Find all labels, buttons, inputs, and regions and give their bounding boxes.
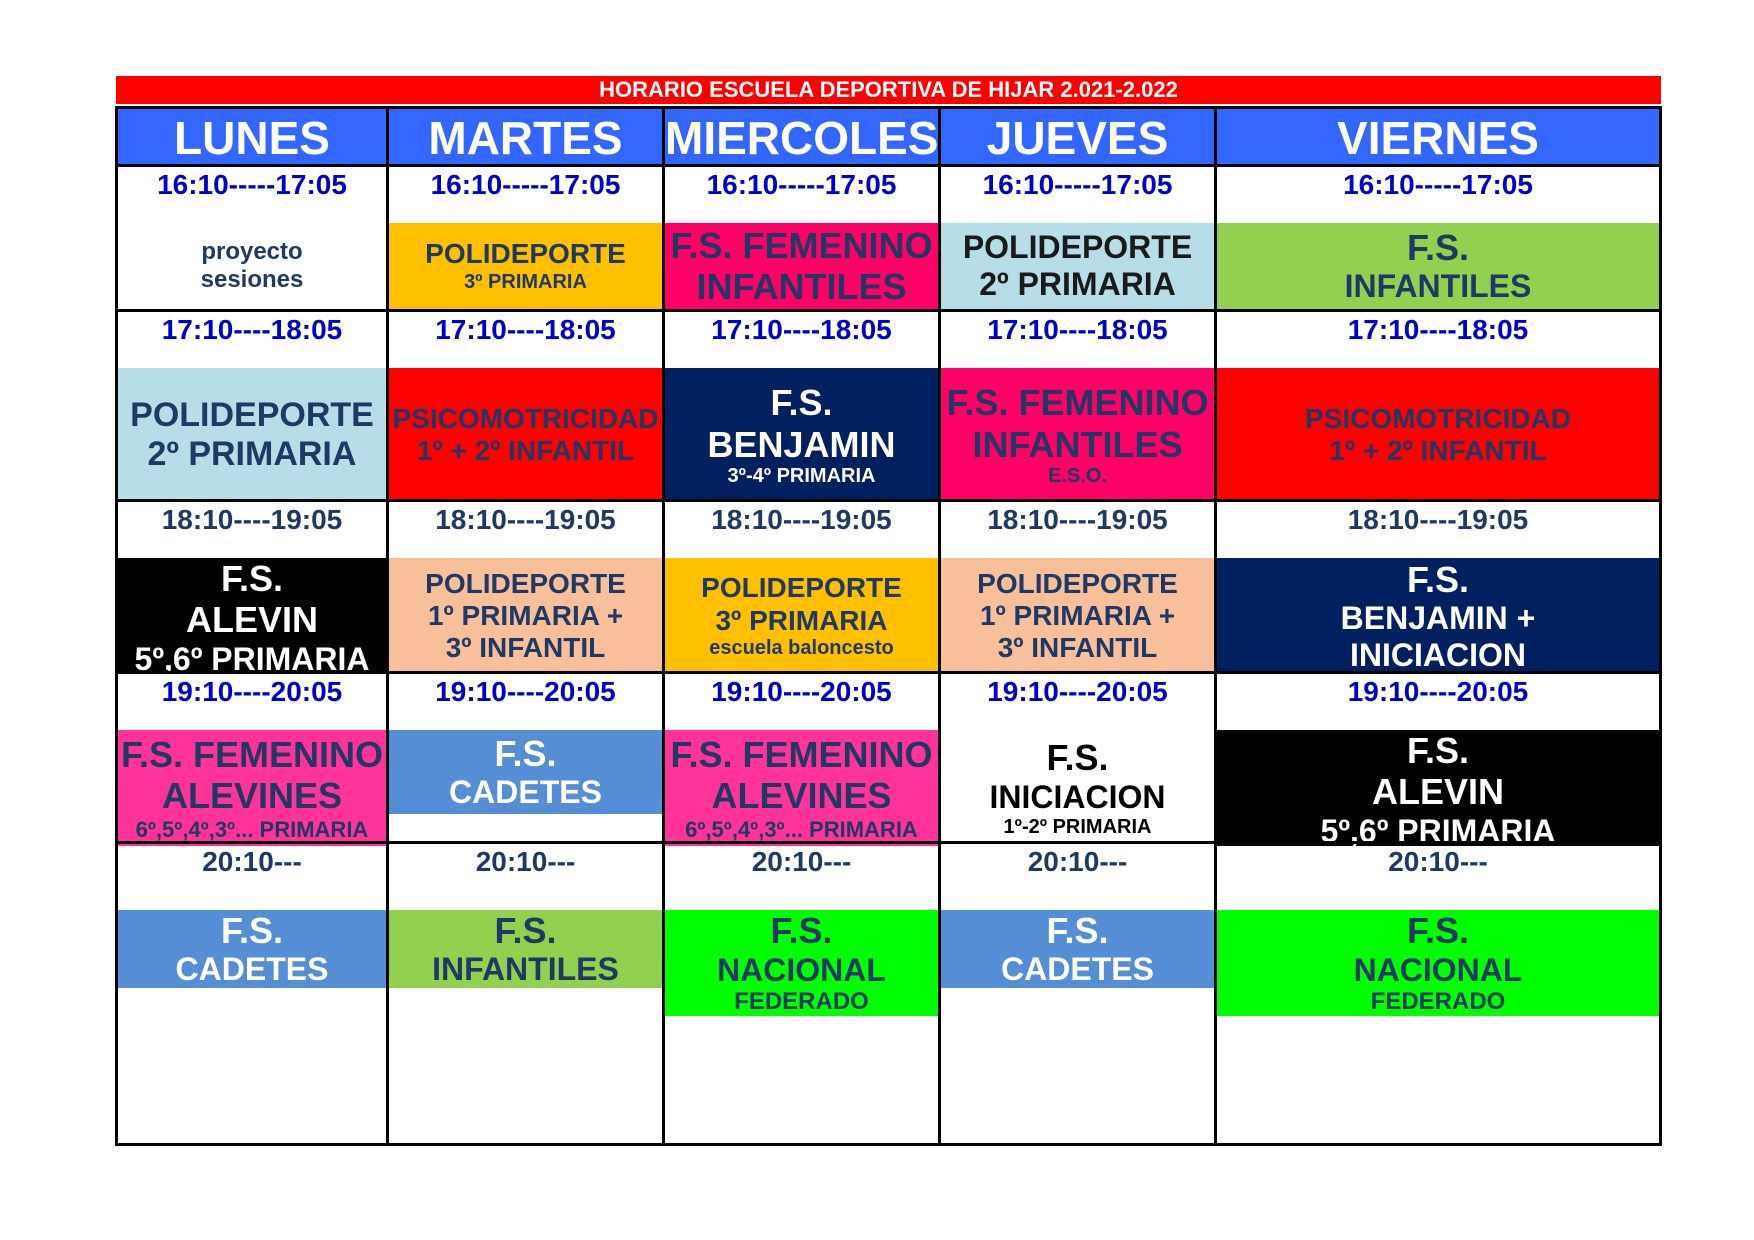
activity-block: [389, 730, 662, 814]
time-label: 16:10-----17:05: [706, 169, 897, 200]
day-header: MARTES: [389, 109, 662, 167]
activity-text: FEDERADO: [1370, 988, 1506, 1016]
activity-text: F.S.: [770, 382, 833, 424]
activity-text: escuela baloncesto: [709, 636, 894, 659]
time-label: 16:10-----17:05: [982, 169, 1173, 200]
activity-text: ALEVIN: [1371, 771, 1504, 813]
activity-text: FEDERADO: [734, 988, 869, 1016]
time-slot: [118, 499, 386, 677]
activity-text: INFANTILES: [432, 951, 619, 988]
time-label: 17:10----18:05: [711, 314, 892, 345]
activity-text: ALEVIN: [185, 599, 318, 641]
activity-text: BENJAMIN: [707, 423, 896, 465]
activity-text: 3º PRIMARIA: [464, 270, 587, 293]
time-slot: [389, 671, 662, 841]
time-slot: [941, 309, 1214, 499]
time-slot: [389, 309, 662, 499]
activity-block: [665, 368, 938, 502]
activity-text: F.S.: [220, 910, 283, 951]
activity-text: POLIDEPORTE: [962, 229, 1193, 266]
activity-text: F.S.: [220, 558, 283, 599]
day-header: LUNES: [118, 109, 386, 167]
activity-block: [1217, 223, 1659, 309]
activity-text: 2º PRIMARIA: [979, 265, 1176, 302]
activity-text: 2º PRIMARIA: [147, 434, 357, 473]
activity-text: F.S. FEMENINO: [946, 382, 1209, 424]
time-label: 18:10----19:05: [1347, 504, 1529, 535]
activity-text: CADETES: [449, 774, 602, 811]
activity-block: [665, 910, 938, 1016]
activity-text: 5º,6º PRIMARIA: [134, 640, 370, 677]
activity-text: INICIACION: [1350, 636, 1526, 673]
day-header: JUEVES: [941, 109, 1214, 167]
activity-text: INFANTILES: [696, 266, 907, 307]
time-slot: [941, 671, 1214, 841]
activity-text: PSICOMOTRICIDAD: [1305, 402, 1571, 434]
activity-text: 6º,5º,4º,3º... PRIMARIA: [685, 816, 918, 842]
time-slot: [118, 841, 386, 1143]
activity-text: INICIACION: [989, 778, 1166, 815]
activity-text: CADETES: [175, 951, 329, 988]
activity-text: POLIDEPORTE: [977, 567, 1178, 599]
activity-block: [941, 558, 1214, 674]
activity-text: ALEVINES: [711, 775, 892, 817]
time-label: 18:10----19:05: [161, 504, 343, 535]
time-label: 20:10---: [475, 846, 576, 877]
time-label: 17:10----18:05: [1347, 314, 1529, 345]
activity-block: [665, 223, 938, 309]
time-slot: [941, 841, 1214, 1143]
activity-block: [118, 368, 386, 502]
activity-block: [389, 223, 662, 309]
activity-block: [941, 368, 1214, 502]
day-header: VIERNES: [1217, 109, 1659, 167]
activity-text: F.S.: [1406, 910, 1469, 952]
activity-text: F.S.: [1406, 558, 1469, 600]
time-slot: [1217, 309, 1659, 499]
activity-text: NACIONAL: [717, 951, 886, 988]
activity-block: [389, 368, 662, 502]
activity-text: E.S.O.: [1048, 464, 1107, 487]
schedule-grid: [115, 106, 1662, 1146]
activity-text: sesiones: [200, 265, 304, 293]
activity-text: INFANTILES: [1344, 268, 1532, 305]
time-label: 17:10----18:05: [435, 314, 616, 345]
time-label: 20:10---: [1027, 846, 1128, 877]
time-label: 16:10-----17:05: [157, 169, 347, 200]
activity-block: [1217, 730, 1659, 849]
time-label: 17:10----18:05: [987, 314, 1168, 345]
activity-text: F.S. FEMENINO: [670, 224, 933, 266]
activity-text: POLIDEPORTE: [130, 395, 374, 434]
time-slot: [118, 671, 386, 841]
time-slot: [389, 841, 662, 1143]
activity-text: 1º PRIMARIA +: [427, 599, 624, 631]
time-slot: [118, 309, 386, 499]
time-label: 19:10----20:05: [711, 676, 892, 707]
time-slot: [665, 309, 938, 499]
activity-text: BENJAMIN +: [1340, 599, 1536, 636]
activity-block: [389, 558, 662, 674]
activity-text: 1º + 2º INFANTIL: [1329, 435, 1547, 466]
time-slot: [1217, 841, 1659, 1143]
activity-text: 1º PRIMARIA +: [979, 599, 1176, 631]
day-column-viernes: [1214, 109, 1659, 1143]
activity-text: 3º PRIMARIA: [715, 604, 888, 636]
activity-text: F.S.: [494, 732, 557, 774]
activity-text: 3º-4º PRIMARIA: [727, 464, 876, 487]
activity-text: F.S.: [1406, 730, 1469, 771]
activity-block: [1217, 558, 1659, 674]
time-label: 16:10-----17:05: [430, 169, 621, 200]
time-label: 18:10----19:05: [711, 504, 892, 535]
time-label: 18:10----19:05: [987, 504, 1168, 535]
time-label: 19:10----20:05: [161, 676, 343, 707]
day-column-miercoles: [662, 109, 938, 1143]
time-slot: [665, 499, 938, 671]
activity-text: NACIONAL: [1353, 951, 1523, 988]
time-slot: [1217, 671, 1659, 849]
time-slot: [389, 499, 662, 671]
activity-text: CADETES: [1001, 951, 1154, 988]
activity-block: [665, 730, 938, 846]
activity-text: 6º,5º,4º,3º... PRIMARIA: [135, 816, 369, 842]
activity-text: INFANTILES: [972, 423, 1183, 465]
activity-text: ALEVINES: [161, 775, 343, 817]
time-slot: [389, 167, 662, 309]
time-label: 19:10----20:05: [987, 676, 1168, 707]
activity-block: [941, 730, 1214, 846]
time-slot: [941, 167, 1214, 309]
day-header: MIERCOLES: [665, 109, 938, 167]
time-slot: [1217, 499, 1659, 671]
activity-block: [389, 910, 662, 988]
activity-block: [1217, 910, 1659, 1016]
schedule-title: HORARIO ESCUELA DEPORTIVA DE HIJAR 2.021-2.022: [116, 76, 1661, 104]
time-label: 18:10----19:05: [435, 504, 616, 535]
activity-text: PSICOMOTRICIDAD: [392, 402, 659, 434]
time-label: 19:10----20:05: [1347, 676, 1529, 707]
time-slot: [118, 167, 386, 309]
activity-text: POLIDEPORTE: [701, 572, 902, 604]
activity-text: 5º,6º PRIMARIA: [1320, 812, 1556, 849]
activity-block: [1217, 368, 1659, 502]
day-column-martes: [386, 109, 662, 1143]
activity-block: [118, 223, 386, 309]
activity-text: POLIDEPORTE: [425, 567, 626, 599]
activity-text: F.S. FEMENINO: [120, 733, 384, 775]
activity-text: F.S.: [1406, 226, 1469, 268]
time-slot: [665, 167, 938, 309]
time-slot: [665, 841, 938, 1143]
activity-block: [118, 910, 386, 988]
time-label: 19:10----20:05: [435, 676, 616, 707]
activity-text: 3º INFANTIL: [997, 632, 1158, 664]
time-slot: [665, 671, 938, 841]
activity-text: POLIDEPORTE: [425, 238, 626, 270]
time-label: 20:10---: [202, 846, 302, 877]
day-column-jueves: [938, 109, 1214, 1143]
time-slot: [1217, 167, 1659, 309]
day-column-lunes: [118, 109, 386, 1143]
time-label: 20:10---: [751, 846, 852, 877]
activity-text: proyecto: [201, 238, 303, 266]
time-slot: [941, 499, 1214, 671]
activity-text: 3º INFANTIL: [445, 632, 606, 664]
time-label: 16:10-----17:05: [1343, 169, 1533, 200]
activity-text: F.S.: [770, 910, 833, 952]
activity-block: [941, 223, 1214, 309]
time-label: 17:10----18:05: [161, 314, 343, 345]
activity-text: 1º-2º PRIMARIA: [1003, 815, 1152, 838]
activity-text: F.S.: [1046, 737, 1109, 779]
activity-block: [665, 558, 938, 674]
activity-block: [118, 558, 386, 677]
activity-text: 1º + 2º INFANTIL: [416, 435, 635, 466]
time-label: 20:10---: [1388, 846, 1488, 877]
activity-block: [118, 730, 386, 846]
activity-text: F.S.: [1046, 910, 1109, 951]
activity-block: [941, 910, 1214, 988]
activity-text: F.S. FEMENINO: [670, 733, 933, 775]
activity-text: F.S.: [494, 910, 557, 951]
